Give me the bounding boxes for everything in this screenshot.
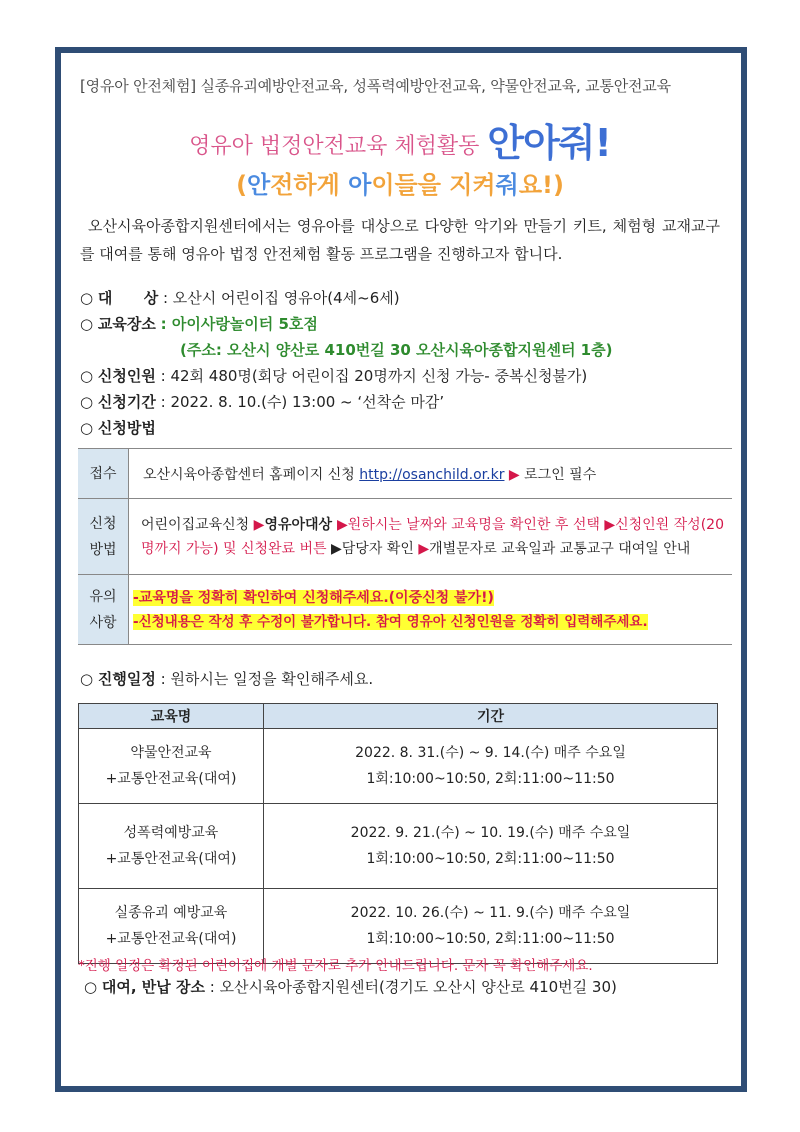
title-emphasis: 안아줘!	[487, 121, 611, 165]
info-method	[80, 417, 156, 438]
bullet: ○	[80, 670, 94, 688]
schedule-note: *진행 일정은 확정된 어린이집에 개별 문자로 추가 안내드립니다. 문자 꼭 확인해주세요.	[78, 958, 593, 974]
course-name-sub: +교통안전교육(대여)	[105, 771, 237, 787]
method-header-line: 신청	[89, 515, 117, 532]
info-address: (주소: 오산시 양산로 410번길 30 오산시육아종합지원센터 1층)	[180, 341, 613, 359]
page-subtitle	[0, 165, 800, 200]
caution-header-line: 유의	[89, 588, 117, 605]
method-cell	[129, 499, 733, 575]
subtitle-part: 이들을 지켜	[371, 171, 496, 199]
subtitle-part: (	[236, 171, 248, 199]
table-header-row	[79, 704, 718, 729]
bullet: ○	[80, 315, 94, 333]
reception-header: 접수	[78, 449, 129, 499]
method-label: 신청방법	[97, 419, 156, 437]
application-table	[78, 448, 732, 645]
title-main: 영유아 법정안전교육 체험활동	[189, 134, 480, 159]
caution-header	[78, 575, 129, 645]
arrow-icon: ▶	[418, 540, 430, 557]
schedule-table	[78, 703, 718, 964]
table-row	[78, 575, 732, 645]
course-period: 2022. 10. 26.(수) ~ 11. 9.(수) 매주 수요일	[350, 905, 631, 921]
course-name-sub: +교통안전교육(대여)	[105, 851, 237, 867]
course-name-cell	[79, 889, 264, 964]
course-time: 1회:10:00~10:50, 2회:11:00~11:50	[366, 851, 615, 867]
target-label: 대 상	[97, 289, 159, 307]
method-step: 개별문자로 교육일과 교통교구 대여일 안내	[429, 540, 691, 557]
subtitle-part: 전하게	[270, 171, 349, 199]
info-target	[80, 287, 400, 308]
reception-tail: 로그인 필수	[524, 466, 597, 483]
schedule-label: 진행일정	[97, 670, 156, 688]
page-title	[0, 112, 800, 167]
schedule-desc: : 원하시는 일정을 확인해주세요.	[160, 670, 374, 688]
target-value: : 오산시 어린이집 영유아(4세~6세)	[162, 289, 400, 307]
course-period: 2022. 9. 21.(수) ~ 10. 19.(수) 매주 수요일	[350, 825, 631, 841]
subtitle-highlight: 줘	[495, 171, 519, 199]
return-place-label: 대여, 반납 장소	[101, 978, 205, 996]
schedule-heading	[80, 668, 373, 689]
period-value: : 2022. 8. 10.(수) 13:00 ~ ‘선착순 마감’	[160, 393, 445, 411]
method-header	[78, 499, 129, 575]
method-step-target: 영유아대상	[264, 516, 337, 533]
course-name-cell	[79, 804, 264, 889]
intro-paragraph: 오산시육아종합지원센터에서는 영유아를 대상으로 다양한 악기와 만들기 키트, 체험형 교재교구를 대여를 통해 영유아 법정 안전체험 활동 프로그램을 진행하고자 합니다.	[80, 217, 720, 263]
course-period-cell	[264, 889, 718, 964]
caution-line: -신청내용은 작성 후 수정이 불가합니다. 참여 영유아 신청인원을 정확히 입력해주세요.	[133, 613, 648, 630]
return-place	[84, 976, 617, 997]
bullet: ○	[80, 393, 94, 411]
method-step: ▶원하시는 날짜와 교육명을 확인한 후 선택 ▶신청인원 작성(20명까지 가능) 및 신청완료 버튼	[141, 516, 724, 557]
table-row	[79, 889, 718, 964]
method-step: 어린이집교육신청	[141, 516, 254, 533]
category-line: [영유아 안전체험] 실종유괴예방안전교육, 성폭력예방안전교육, 약물안전교육, 교통안전교육	[80, 77, 671, 95]
course-name-cell	[79, 729, 264, 804]
table-row	[78, 449, 732, 499]
arrow-icon: ▶	[508, 466, 520, 483]
subtitle-part: 요!)	[518, 171, 564, 199]
bullet: ○	[80, 289, 94, 307]
subtitle-highlight: 안	[247, 171, 271, 199]
caution-header-line: 사항	[89, 614, 117, 631]
course-period-cell	[264, 804, 718, 889]
course-name: 약물안전교육	[130, 745, 212, 761]
reception-text: 오산시육아종합센터 홈페이지 신청	[143, 466, 355, 483]
capacity-value: : 42회 480명(회당 어린이집 20명까지 신청 가능- 중복신청불가)	[160, 367, 588, 385]
method-header-line: 방법	[89, 541, 117, 558]
course-name-sub: +교통안전교육(대여)	[105, 931, 237, 947]
table-row	[78, 499, 732, 575]
bullet: ○	[84, 978, 98, 996]
info-capacity	[80, 365, 587, 386]
capacity-label: 신청인원	[97, 367, 156, 385]
place-label: 교육장소	[97, 315, 156, 333]
info-period	[80, 391, 444, 412]
arrow-icon: ▶	[253, 516, 265, 533]
reception-cell	[129, 449, 733, 499]
caution-cell	[129, 575, 733, 645]
course-name: 성폭력예방교육	[123, 825, 219, 841]
bullet: ○	[80, 419, 94, 437]
course-name: 실종유괴 예방교육	[114, 905, 228, 921]
method-step: ▶담당자 확인	[326, 540, 419, 557]
info-place	[80, 313, 318, 334]
subtitle-highlight: 아	[348, 171, 372, 199]
bullet: ○	[80, 367, 94, 385]
table-row	[79, 804, 718, 889]
caution-line: -교육명을 정확히 확인하여 신청해주세요.(이중신청 불가!)	[133, 589, 494, 606]
period-label: 신청기간	[97, 393, 156, 411]
course-period-cell	[264, 729, 718, 804]
course-time: 1회:10:00~10:50, 2회:11:00~11:50	[366, 771, 615, 787]
course-time: 1회:10:00~10:50, 2회:11:00~11:50	[366, 931, 615, 947]
place-value: : 아이사랑놀이터 5호점	[160, 315, 318, 333]
col-header-period: 기간	[264, 704, 718, 729]
col-header-name: 교육명	[79, 704, 264, 729]
course-period: 2022. 8. 31.(수) ~ 9. 14.(수) 매주 수요일	[355, 745, 626, 761]
homepage-link[interactable]: http://osanchild.or.kr	[359, 466, 505, 483]
return-place-value: : 오산시육아종합지원센터(경기도 오산시 양산로 410번길 30)	[209, 978, 617, 996]
table-row	[79, 729, 718, 804]
